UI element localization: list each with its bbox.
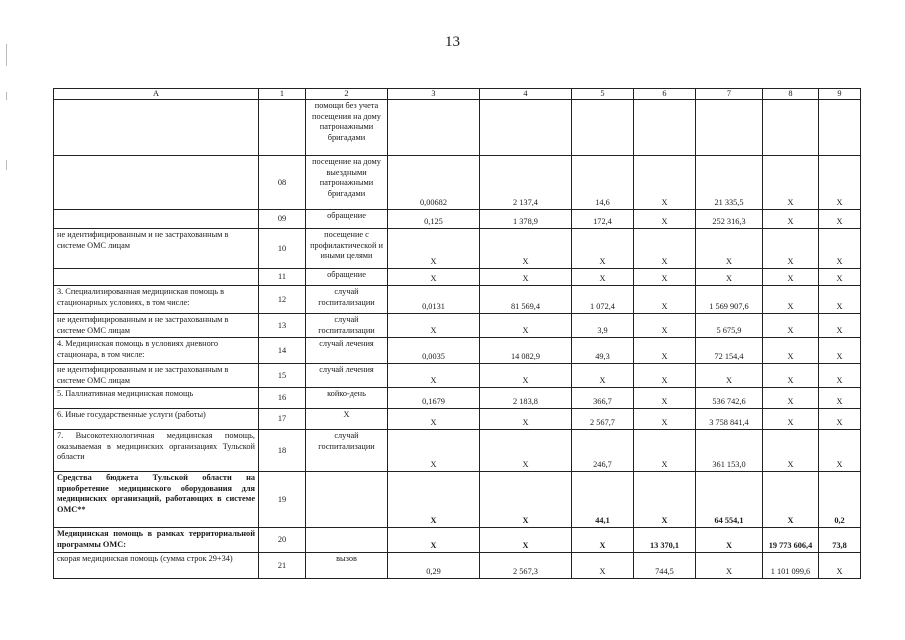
unit-of-measure: случай лечения xyxy=(306,364,388,388)
value-cell-col9: Х xyxy=(819,210,861,229)
value-cell-col4: 1 378,9 xyxy=(480,210,572,229)
value-cell-col4: Х xyxy=(480,314,572,338)
value-cell-col5: 3,9 xyxy=(572,314,634,338)
table-row xyxy=(54,388,861,409)
value-cell-col3: Х xyxy=(388,229,480,269)
value-cell-col5: 1 072,4 xyxy=(572,286,634,314)
table-row xyxy=(54,314,861,338)
value-cell-col8: Х xyxy=(763,314,819,338)
value-cell-col4: 14 082,9 xyxy=(480,338,572,364)
value-cell-col5: Х xyxy=(572,269,634,286)
value-cell-col9: 73,8 xyxy=(819,528,861,553)
value-cell-col8: Х xyxy=(763,210,819,229)
unit-of-measure: случай госпитализации xyxy=(306,286,388,314)
value-cell-col6: Х xyxy=(634,364,696,388)
value-cell-col7: 361 153,0 xyxy=(696,430,763,472)
value-cell-col7: Х xyxy=(696,229,763,269)
value-cell-col8: Х xyxy=(763,229,819,269)
value-cell-col8: Х xyxy=(763,338,819,364)
value-cell-col5: 246,7 xyxy=(572,430,634,472)
row-description: скорая медицинская помощь (сумма строк 29+34) xyxy=(54,553,259,579)
row-number: 08 xyxy=(259,156,306,210)
value-cell-col3: 0,125 xyxy=(388,210,480,229)
value-cell-col5: 44,1 xyxy=(572,472,634,528)
value-cell-col6: Х xyxy=(634,156,696,210)
value-cell-col5: Х xyxy=(572,553,634,579)
row-description: Средства бюджета Тульской области на приобретение медицинского оборудования для медицинских организаций, работающих в системе ОМС** xyxy=(54,472,259,528)
value-cell-col4: 81 569,4 xyxy=(480,286,572,314)
header-cell: 4 xyxy=(480,89,572,100)
value-cell-col5: Х xyxy=(572,229,634,269)
unit-of-measure: посещение на дому выездными патронажными бригадами xyxy=(306,156,388,210)
value-cell-col5: Х xyxy=(572,528,634,553)
table-row xyxy=(54,472,861,528)
value-cell-col6 xyxy=(634,100,696,156)
row-description: не идентифицированным и не застрахованным в системе ОМС лицам xyxy=(54,314,259,338)
unit-of-measure: случай лечения xyxy=(306,338,388,364)
value-cell-col7 xyxy=(696,100,763,156)
row-number: 16 xyxy=(259,388,306,409)
header-cell: 8 xyxy=(763,89,819,100)
unit-of-measure xyxy=(306,472,388,528)
row-number: 18 xyxy=(259,430,306,472)
row-number: 17 xyxy=(259,409,306,430)
value-cell-col3 xyxy=(388,100,480,156)
value-cell-col9: Х xyxy=(819,364,861,388)
header-cell: 7 xyxy=(696,89,763,100)
table-row xyxy=(54,269,861,286)
value-cell-col9: Х xyxy=(819,269,861,286)
row-number: 21 xyxy=(259,553,306,579)
row-description: Медицинская помощь в рамках территориальной программы ОМС: xyxy=(54,528,259,553)
value-cell-col6: 13 370,1 xyxy=(634,528,696,553)
value-cell-col3: Х xyxy=(388,430,480,472)
header-cell: 3 xyxy=(388,89,480,100)
value-cell-col4: Х xyxy=(480,269,572,286)
row-description: 6. Иные государственные услуги (работы) xyxy=(54,409,259,430)
value-cell-col9: Х xyxy=(819,156,861,210)
value-cell-col9: Х xyxy=(819,409,861,430)
value-cell-col9: Х xyxy=(819,229,861,269)
value-cell-col7: 72 154,4 xyxy=(696,338,763,364)
row-number: 09 xyxy=(259,210,306,229)
value-cell-col6: 744,5 xyxy=(634,553,696,579)
value-cell-col6: Х xyxy=(634,269,696,286)
value-cell-col8: 1 101 099,6 xyxy=(763,553,819,579)
table-row xyxy=(54,409,861,430)
value-cell-col7: Х xyxy=(696,364,763,388)
value-cell-col7: Х xyxy=(696,528,763,553)
value-cell-col9: Х xyxy=(819,388,861,409)
value-cell-col6: Х xyxy=(634,388,696,409)
value-cell-col9: Х xyxy=(819,430,861,472)
value-cell-col3: Х xyxy=(388,314,480,338)
value-cell-col3: Х xyxy=(388,409,480,430)
financing-table xyxy=(53,88,861,579)
table-row xyxy=(54,286,861,314)
value-cell-col5: 14,6 xyxy=(572,156,634,210)
value-cell-col3: Х xyxy=(388,472,480,528)
value-cell-col4 xyxy=(480,100,572,156)
value-cell-col8: Х xyxy=(763,472,819,528)
value-cell-col4: Х xyxy=(480,430,572,472)
value-cell-col4: Х xyxy=(480,229,572,269)
value-cell-col4: 2 137,4 xyxy=(480,156,572,210)
header-row xyxy=(54,89,861,100)
unit-of-measure: обращение xyxy=(306,269,388,286)
value-cell-col8 xyxy=(763,100,819,156)
value-cell-col5: 49,3 xyxy=(572,338,634,364)
unit-of-measure: посещение с профилактической и иными целями xyxy=(306,229,388,269)
value-cell-col8: Х xyxy=(763,286,819,314)
row-description xyxy=(54,156,259,210)
header-cell: 5 xyxy=(572,89,634,100)
value-cell-col9: Х xyxy=(819,338,861,364)
unit-of-measure: обращение xyxy=(306,210,388,229)
value-cell-col3: 0,29 xyxy=(388,553,480,579)
value-cell-col7: 21 335,5 xyxy=(696,156,763,210)
value-cell-col7: 252 316,3 xyxy=(696,210,763,229)
row-number: 13 xyxy=(259,314,306,338)
value-cell-col4: 2 183,8 xyxy=(480,388,572,409)
value-cell-col8: 19 773 606,4 xyxy=(763,528,819,553)
value-cell-col4: Х xyxy=(480,364,572,388)
row-description: 3. Специализированная медицинская помощь в стационарных условиях, в том числе: xyxy=(54,286,259,314)
value-cell-col4: Х xyxy=(480,528,572,553)
row-number: 19 xyxy=(259,472,306,528)
margin-mark xyxy=(6,160,7,170)
value-cell-col8: Х xyxy=(763,430,819,472)
value-cell-col4: 2 567,3 xyxy=(480,553,572,579)
value-cell-col7: 5 675,9 xyxy=(696,314,763,338)
value-cell-col9: Х xyxy=(819,314,861,338)
margin-mark xyxy=(6,92,7,100)
value-cell-col7: Х xyxy=(696,553,763,579)
unit-of-measure: помощи без учета посещения на дому патронажными бригадами xyxy=(306,100,388,156)
row-number: 10 xyxy=(259,229,306,269)
value-cell-col6: Х xyxy=(634,409,696,430)
header-cell: 6 xyxy=(634,89,696,100)
row-number: 12 xyxy=(259,286,306,314)
value-cell-col8: Х xyxy=(763,388,819,409)
table-row xyxy=(54,553,861,579)
value-cell-col7: 536 742,6 xyxy=(696,388,763,409)
value-cell-col3: Х xyxy=(388,269,480,286)
value-cell-col9: Х xyxy=(819,286,861,314)
unit-of-measure xyxy=(306,528,388,553)
header-cell: 9 xyxy=(819,89,861,100)
value-cell-col3: 0,0131 xyxy=(388,286,480,314)
value-cell-col9: 0,2 xyxy=(819,472,861,528)
value-cell-col6: Х xyxy=(634,210,696,229)
table-row xyxy=(54,100,861,156)
value-cell-col6: Х xyxy=(634,338,696,364)
value-cell-col7: Х xyxy=(696,269,763,286)
unit-of-measure: случай госпитализации xyxy=(306,430,388,472)
value-cell-col6: Х xyxy=(634,430,696,472)
row-number: 20 xyxy=(259,528,306,553)
table-row xyxy=(54,229,861,269)
value-cell-col3: Х xyxy=(388,364,480,388)
value-cell-col6: Х xyxy=(634,229,696,269)
row-description: 5. Паллиативная медицинская помощь xyxy=(54,388,259,409)
row-number xyxy=(259,100,306,156)
table-row xyxy=(54,430,861,472)
row-description xyxy=(54,100,259,156)
value-cell-col8: Х xyxy=(763,156,819,210)
row-number: 11 xyxy=(259,269,306,286)
table-row xyxy=(54,210,861,229)
value-cell-col6: Х xyxy=(634,286,696,314)
row-number: 14 xyxy=(259,338,306,364)
table-row xyxy=(54,364,861,388)
table-row xyxy=(54,156,861,210)
value-cell-col8: Х xyxy=(763,409,819,430)
value-cell-col3: 0,0035 xyxy=(388,338,480,364)
value-cell-col4: Х xyxy=(480,409,572,430)
header-cell: 1 xyxy=(259,89,306,100)
row-description xyxy=(54,210,259,229)
value-cell-col9: Х xyxy=(819,553,861,579)
value-cell-col8: Х xyxy=(763,269,819,286)
value-cell-col5: 366,7 xyxy=(572,388,634,409)
value-cell-col6: Х xyxy=(634,472,696,528)
unit-of-measure: Х xyxy=(306,409,388,430)
unit-of-measure: вызов xyxy=(306,553,388,579)
row-description: 4. Медицинская помощь в условиях дневного стационара, в том числе: xyxy=(54,338,259,364)
header-cell: А xyxy=(54,89,259,100)
value-cell-col9 xyxy=(819,100,861,156)
row-description: не идентифицированным и не застрахованным в системе ОМС лицам xyxy=(54,364,259,388)
row-number: 15 xyxy=(259,364,306,388)
value-cell-col7: 3 758 841,4 xyxy=(696,409,763,430)
value-cell-col5: 2 567,7 xyxy=(572,409,634,430)
row-description xyxy=(54,269,259,286)
value-cell-col7: 64 554,1 xyxy=(696,472,763,528)
value-cell-col3: 0,1679 xyxy=(388,388,480,409)
value-cell-col8: Х xyxy=(763,364,819,388)
row-description: не идентифицированным и не застрахованным в системе ОМС лицам xyxy=(54,229,259,269)
value-cell-col5 xyxy=(572,100,634,156)
value-cell-col6: Х xyxy=(634,314,696,338)
value-cell-col5: 172,4 xyxy=(572,210,634,229)
unit-of-measure: случай госпитализации xyxy=(306,314,388,338)
value-cell-col3: 0,00682 xyxy=(388,156,480,210)
page-number: 13 xyxy=(445,34,460,50)
value-cell-col7: 1 569 907,6 xyxy=(696,286,763,314)
table-row xyxy=(54,338,861,364)
value-cell-col5: Х xyxy=(572,364,634,388)
header-cell: 2 xyxy=(306,89,388,100)
value-cell-col3: Х xyxy=(388,528,480,553)
table-row xyxy=(54,528,861,553)
row-description: 7. Высокотехнологичная медицинская помощь, оказываемая в медицинских организациях Тульской области xyxy=(54,430,259,472)
unit-of-measure: койко-день xyxy=(306,388,388,409)
value-cell-col4: Х xyxy=(480,472,572,528)
